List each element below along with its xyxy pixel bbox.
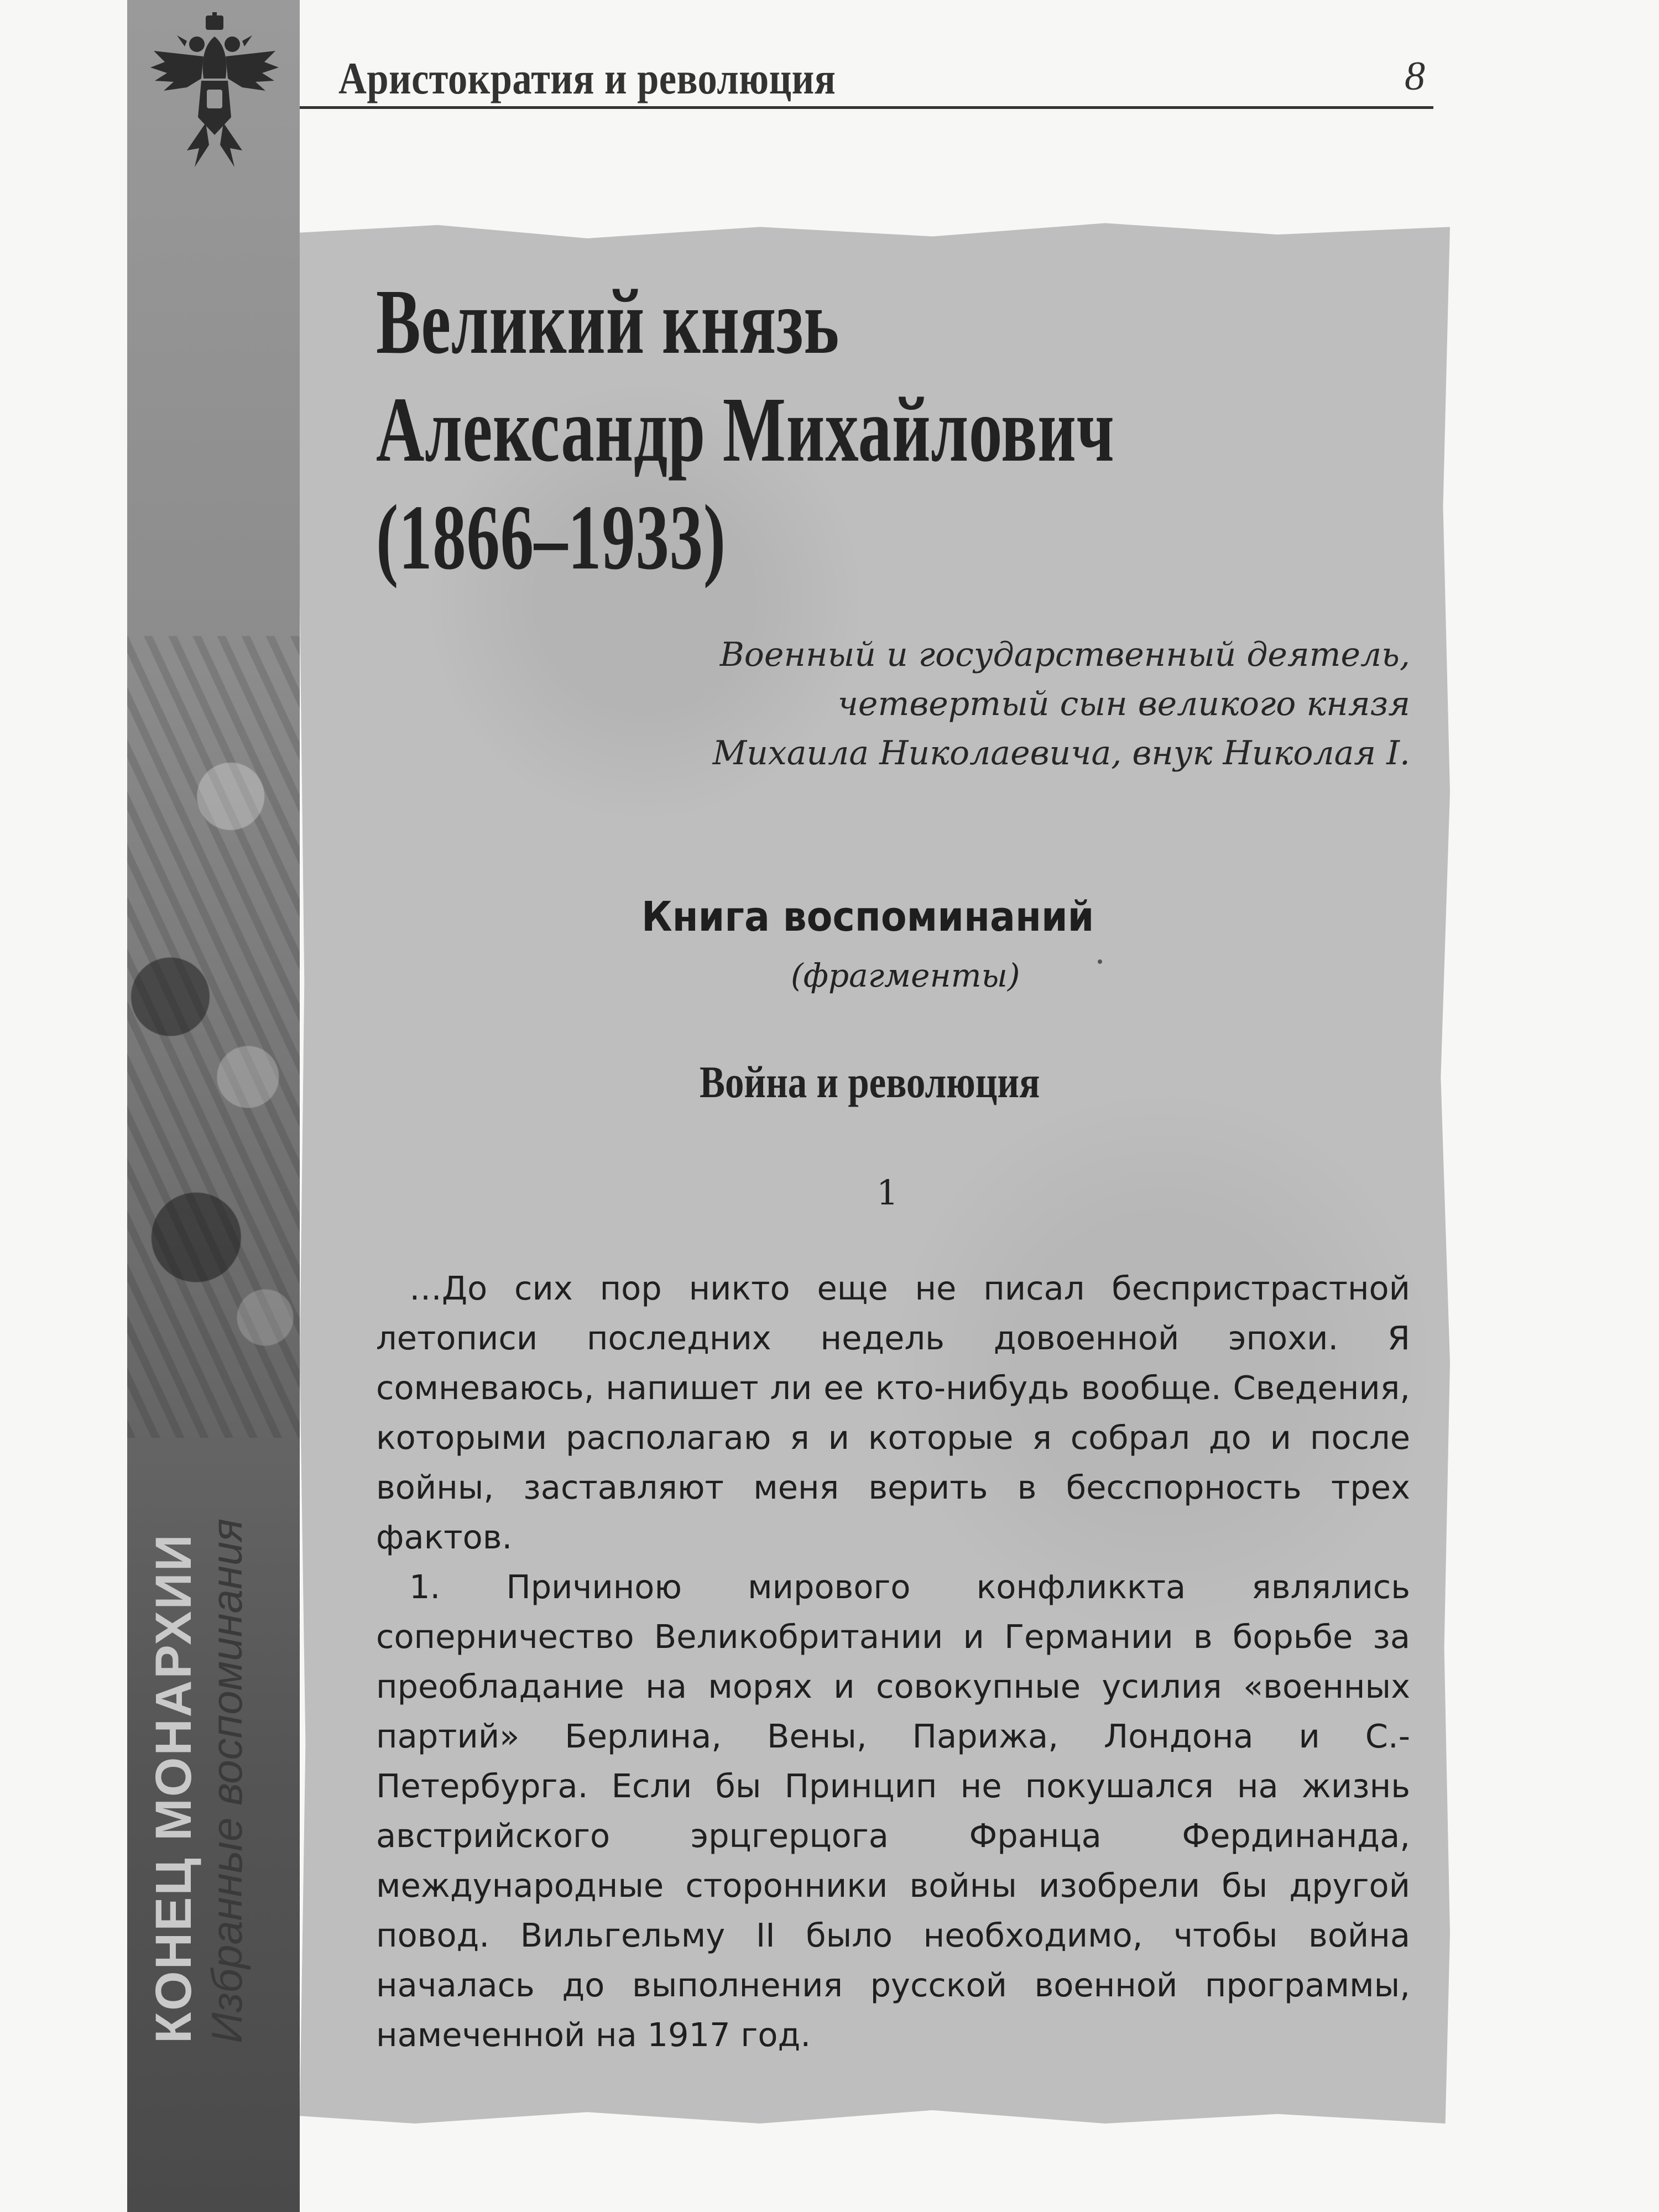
chapter-number: 1 (877, 1172, 899, 1213)
author-title: Великий князь (376, 270, 840, 373)
double-headed-eagle-icon (148, 12, 281, 173)
series-title: КОНЕЦ МОНАРХИИ (145, 1533, 202, 2043)
running-title: Аристократия и революция (338, 53, 836, 103)
section-title: Война и революция (700, 1057, 1040, 1107)
author-epigraph: Военный и государственный деятель, четвертый сын великого князя Михаила Николаевича, внук Николая I. (712, 635, 1410, 773)
series-label (145, 1519, 252, 2043)
author-years: (1866–1933) (376, 486, 726, 589)
print-speck (1098, 959, 1102, 964)
body-text (376, 1264, 1410, 2060)
page-number: 8 (1405, 54, 1425, 99)
series-subtitle: Избранные воспоминания (202, 1519, 251, 2043)
author-heading (376, 268, 1115, 592)
body-paragraph: …До сих пор никто еще не писал беспристрастной летописи последних недель довоенной эпохи. Я сомневаюсь, напишет ли ее кто-нибудь вообще. Сведения, которыми располагаю я и которые я собрал до и после войны, заставляют меня верить в бесспорность трех фактов. (376, 1269, 1410, 1556)
crowd-photo (127, 636, 300, 1438)
author-name: Александр Михайлович (376, 378, 1115, 481)
body-paragraph: 1. Причиною мирового конфликкта являлись соперничество Великобритании и Германии в борьбе за преобладание на морях и совокупные усилия «военных партий» Берлина, Вены, Парижа, Лондона и С.-Петербурга. Если бы Принцип не покушался на жизнь австрийского эрцгерцога Франца Фердинанда, международные сторонники войны изобрели бы другой повод. Вильгельму II было необходимо, чтобы война началась до выполнения русской военной программы, намеченной на 1917 год. (376, 1568, 1410, 2054)
book-subtitle: (фрагменты) (791, 957, 1020, 994)
header-rule (300, 106, 1433, 109)
book-title: Книга воспоминаний (641, 893, 1094, 941)
